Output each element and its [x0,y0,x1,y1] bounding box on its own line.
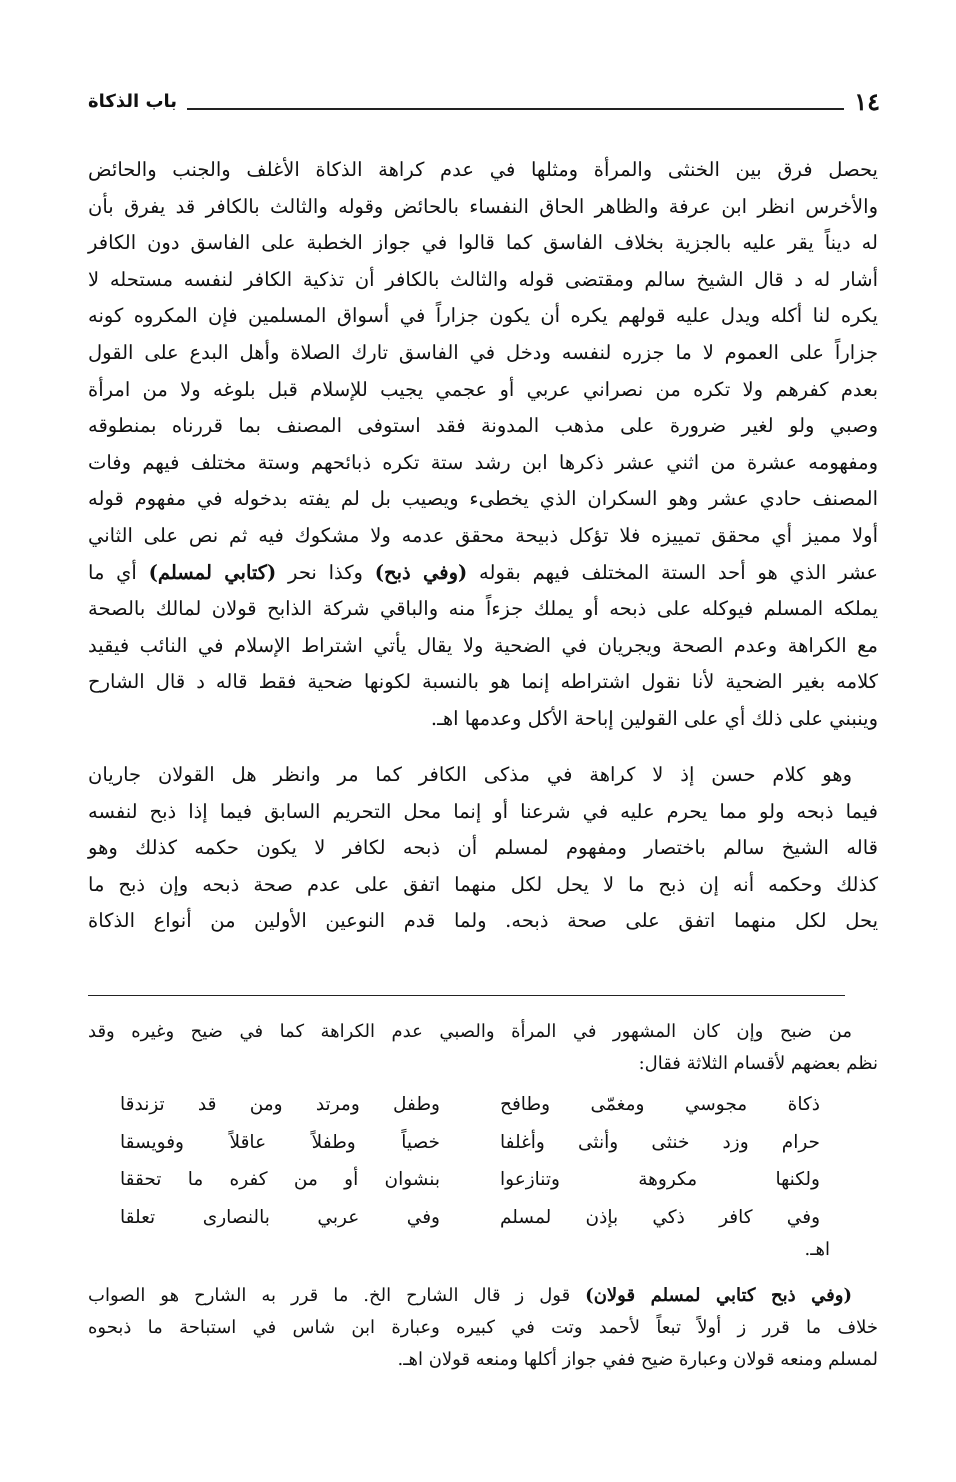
text-line: وصبي ولو لغير ضرورة على مذهب المدونة فقد استوفى المصنف بما قررناه بمنطوقه [88,414,878,438]
text-line: قاله الشيخ سالم باختصار ومفهوم لمسلم أن ذبحه لكافر لا يكون حكمه كذلك وهو [88,836,878,860]
header-rule [187,108,844,110]
text-line [88,1280,878,1312]
text-line: وهو كلام حسن إذ لا كراهة في مذكى الكافر كما مر وانظر هل القولان جاريان [88,763,852,786]
text-line: مع الكراهة وعدم الصحة ويجريان في الضحية ولا يقال يأتي اشتراط الإسلام في النائب فيقيد [88,633,878,657]
text-line: يملكه المسلم فيوكله على ذبحه أو يملك جزءاً منه والباقي شركة الذابح قولان لمالك بالصحة [88,597,878,621]
verse-second-half: وطفل ومرتد ومن قد تزندقا [120,1094,440,1115]
text-line: ومفهومه عشرة من اثني عشر ذكرها ابن رشد ستة تكره ذبائحهم وستة مختلف فيهم وفات [88,450,878,474]
text-line: كذلك وحكمه أنه إن ذبح ما لا يحل لكل منهما اتفق على عدم صحة ذبحه وإن ذبح ما [88,872,878,896]
text-segment: قول ز قال الشارح الخ. ما قرر به الشارح هو الصواب [88,1285,586,1306]
text-segment: وكذا نحر [276,560,375,584]
bold-quote: (كتابي لمسلم) [148,560,277,584]
text-line: المصنف حادي عشر وهو السكران الذي يخطىء ويصيب بل لم يفته بدخوله في مفهوم قوله [88,487,878,511]
verse [120,1124,820,1162]
text-line: بعدم كفرهم ولا تكره من نصراني عربي أو عجمي يجيب للإسلام قبل بلوغه ولا من امرأة [88,377,878,401]
text-line: وينبني على ذلك أي على القولين إباحة الأكل وعدمها اهـ. [430,706,878,730]
text-line [88,555,878,592]
footnote-intro [88,1016,878,1080]
main-text-paragraph-2 [88,757,878,940]
verse-first-half: حرام وزد خنثى وأنثى وأغلفا [500,1131,820,1153]
text-line: له ديناً يقر عليه بالجزية بخلاف الفاسق كما قالوا في جواز الخطبة على الفاسق دون الكافر [88,231,878,255]
text-line: من ضبح وإن كان المشهور في المرأة والصبي عدم الكراهة كما في ضيح وغيره وقد [88,1021,852,1042]
text-segment: أي ما [88,560,149,584]
end-mark: اهـ. [804,1239,830,1260]
text-line: أشار له د قال الشيخ سالم ومقتضى قوله والثالث بالكافر أن تذكية الكافر لنفسه مستحله لا [88,267,878,291]
text-line: كلامه بغير الضحية لأنا نقول اشتراطه إنما هو بالنسبة لكونها ضحية فقط قاله د قال الشارح [88,670,878,694]
footnote-separator [88,995,845,996]
text-line: يحل لكل منهما اتفق على صحة ذبحه. ولما قدم النوعين الأولين من أنواع الذكاة [88,909,878,933]
verse [120,1086,820,1124]
text-line: أولا مميز أي محقق تمييزه فلا تؤكل ذبيحة محقق عدمه ولا مشكوك فيه ثم نص على الثاني [88,523,878,547]
verse [120,1199,820,1237]
text-line: يكره لنا أكله ويدل عليه قولهم يكره أن يكون جزاراً في أسواق المسلمين فإن المكروه كونه [88,304,878,328]
text-segment: عشر الذي هو أحد الستة المختلف فيهم بقوله [467,560,878,584]
verse-block [120,1086,820,1236]
verse-second-half: بنشوان أو من كفره ما تحققا [120,1169,440,1190]
text-line: جزاراً على العموم لا ما جزره لنفسه ودخل في الفاسق تارك الصلاة وأهل البدع على القول [88,340,878,364]
text-line: فيما ذبحه ولو مما يحرم عليه في شرعنا أو إنما محل التحريم السابق فيما إذا ذبح لنفسه [88,799,878,823]
main-text [88,152,878,738]
verse-second-half: وفي عربي بالنصارى تعلقا [120,1206,440,1228]
text-line: لمسلم ومنعه قولان وعبارة ضيح ففي جواز أكلها ومنعه قولان اهـ. [397,1349,878,1370]
verse-second-half: خصياً وطفلاً عاقلاً وفويسقا [120,1131,440,1153]
text-line: والأخرس انظر ابن عرفة والظاهر الحاق النفساء بالحائض وقوله والثالث بالكافر قد يفرق بأن [88,194,878,218]
verse-first-half: وفي كافر ذكي بإذن لمسلم [500,1206,820,1228]
bold-quote: (وفي ذبح) [374,560,468,584]
page-number: ١٤ [854,87,880,116]
bold-quote: (وفي ذبح كتابي لمسلم قولان) [585,1285,852,1306]
text-line: خلاف ما قرر ز أولاً تبعاً لأحمد وتت في كبيره وعبارة ابن شاس في استباحة ما ذبحوه [88,1317,878,1338]
running-header [88,86,880,116]
text-line: نظم بعضهم لأقسام الثلاثة فقال: [638,1053,878,1074]
verse-first-half: ذكاة مجوسي ومغمّى وطافح [500,1094,820,1115]
verse-first-half: ولكنها مكروهة وتنازعوا [500,1169,820,1190]
text-line: يحصل فرق بين الخنثى والمرأة ومثلها في عدم كراهة الذكاة الأغلف والجنب والحائض [88,158,878,181]
footnote-note [88,1234,878,1376]
chapter-title: باب الذكاة [88,91,178,112]
verse [120,1161,820,1199]
